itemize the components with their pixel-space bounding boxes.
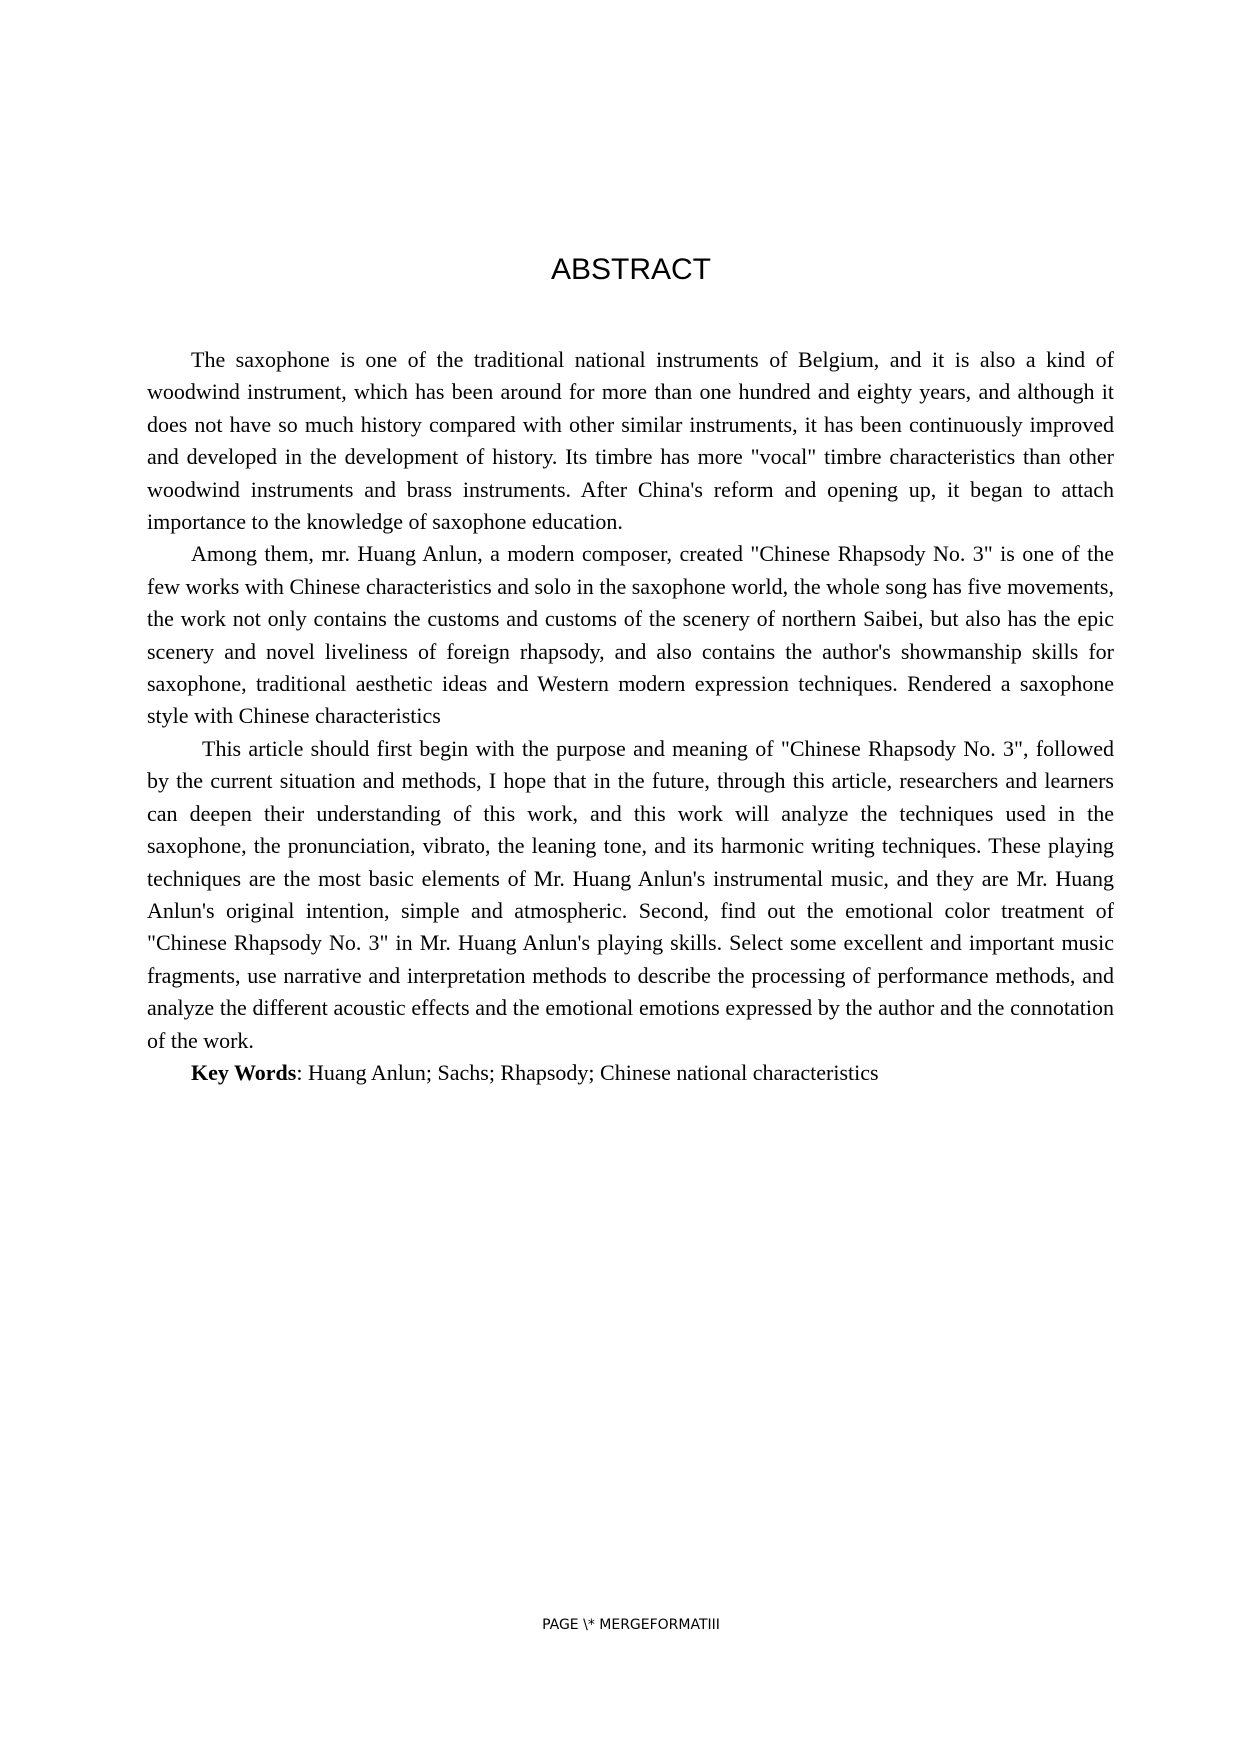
- abstract-body: [147, 344, 1114, 1089]
- abstract-paragraph-2: Among them, mr. Huang Anlun, a modern composer, created "Chinese Rhapsody No. 3" is one of the few works with Chinese characteristics and solo in the saxophone world, the whole song has five movements, the work not only contains the customs and customs of the scenery of northern Saibei, but also has the epic scenery and novel liveliness of foreign rhapsody, and also contains the author's showmanship skills for saxophone, traditional aesthetic ideas and Western modern expression techniques. Rendered a saxophone style with Chinese characteristics: [147, 541, 1114, 729]
- abstract-paragraph-3: This article should first begin with the purpose and meaning of "Chinese Rhapsody No. 3", followed by the current situation and methods, I hope that in the future, through this article, researchers and learners can deepen their understanding of this work, and this work will analyze the techniques used in the saxophone, the pronunciation, vibrato, the leaning tone, and its harmonic writing techniques. These playing techniques are the most basic elements of Mr. Huang Anlun's instrumental music, and they are Mr. Huang Anlun's original intention, simple and atmospheric. Second, find out the emotional color treatment of "Chinese Rhapsody No. 3" in Mr. Huang Anlun's playing skills. Select some excellent and important music fragments, use narrative and interpretation methods to describe the processing of performance methods, and analyze the different acoustic effects and the emotional emotions expressed by the author and the connotation of the work.: [147, 735, 1114, 1053]
- keywords-line: [147, 1057, 1114, 1089]
- keywords-label: Key Words: [191, 1059, 297, 1085]
- page-title: ABSTRACT: [550, 253, 712, 286]
- page-footer: PAGE \* MERGEFORMATIII: [542, 1617, 720, 1633]
- keywords-value: : Huang Anlun; Sachs; Rhapsody; Chinese national characteristics: [296, 1059, 879, 1085]
- abstract-paragraph-1: The saxophone is one of the traditional national instruments of Belgium, and it is also a kind of woodwind instrument, which has been around for more than one hundred and eighty years, and although it does not have so much history compared with other similar instruments, it has been continuously improved and developed in the development of history. Its timbre has more "vocal" timbre characteristics than other woodwind instruments and brass instruments. After China's reform and opening up, it began to attach importance to the knowledge of saxophone education.: [147, 347, 1114, 535]
